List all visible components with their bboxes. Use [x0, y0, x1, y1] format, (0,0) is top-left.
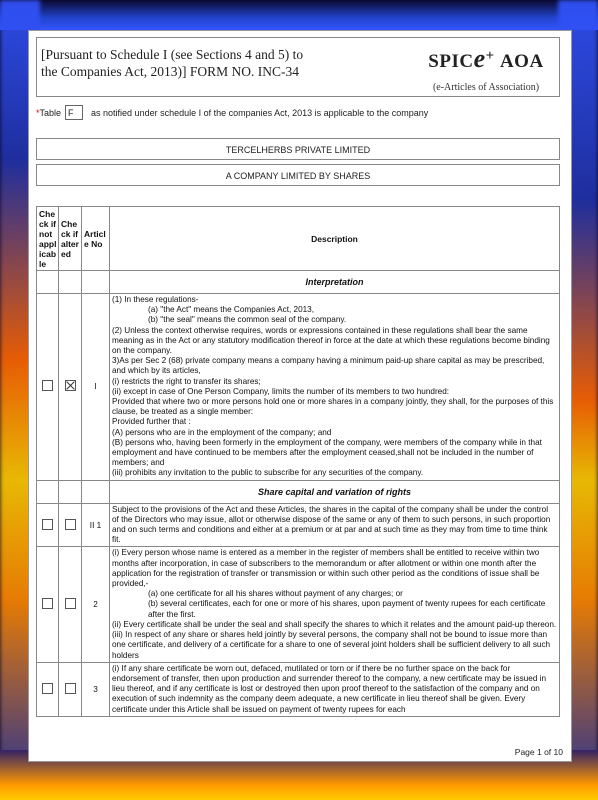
logo-suffix: AOA: [499, 51, 544, 72]
altered-checkbox[interactable]: [65, 380, 76, 391]
spice-aoa-logo: [421, 44, 551, 93]
altered-checkbox[interactable]: [65, 598, 76, 609]
description-line: (A) persons who are in the employment of the company; and: [112, 427, 332, 437]
logo-e: e: [473, 44, 486, 73]
table-row: [37, 662, 560, 716]
description-line: (i) Every person whose name is entered as a member in the register of members shall be entitled to receive within two months after incorporation, in case of subscribers to the memorandum or after allotment or within one month after the application for the registration of transfer or transmission or within such other period as the conditions of issue shall be provided,-: [112, 548, 540, 589]
section-row: [37, 271, 560, 294]
article-description: [110, 503, 560, 547]
table-row: [37, 547, 560, 662]
description-line: 3)As per Sec 2 (68) private company means a company having a minimum paid-up share capital as may be prescribed, and which by its articles,: [112, 356, 545, 376]
altered-checkbox[interactable]: [65, 519, 76, 530]
company-name-field: TERCELHERBS PRIVATE LIMITED: [36, 138, 560, 160]
logo-plus: +: [485, 48, 495, 64]
table-suffix: as notified under schedule I of the companies Act, 2013 is applicable to the company: [91, 107, 429, 118]
article-description: [110, 547, 560, 662]
table-row: [37, 503, 560, 547]
form-header: [36, 37, 560, 97]
document-page: [28, 30, 572, 762]
description-line: (i) If any share certificate be worn out, defaced, mutilated or torn or if there be no further space on the back for endorsement of transfer, then upon production and surrender thereof to the company, a new certificate may be issued in lieu thereof, and if any certificate is lost or destroyed then upon proof thereof to the satisfaction of the company and on execution of such indemnity as the company deem adequate, a new certificate in lieu thereof shall be given. Every certificate under this Article shall be issued on payment of twenty rupees for each: [112, 663, 547, 714]
description-line: Subject to the provisions of the Act and these Articles, the shares in the capital of the company shall be under the control of the Directors who may issue, allot or otherwise dispose of the same or any of them to such persons, in such proportion and on such terms and conditions and either at a premium or at par and at such time as they may from time to time think fit.: [112, 504, 551, 545]
section-row: [37, 480, 560, 503]
col-altered: Che ck if alter ed: [59, 207, 82, 271]
description-line: (iii) In respect of any share or shares held jointly by several persons, the company shall not be bound to issue more than one certificate, and delivery of a certificate for a share to one of several joint holders shall be sufficient delivery to all such holders: [112, 630, 551, 660]
table-row: [37, 294, 560, 481]
col-description: Description: [110, 207, 560, 271]
logo-subtitle: (e-Articles of Association): [432, 82, 540, 93]
description-line: (B) persons who, having been formerly in the employment of the company, were members of the company while in that employment and have continued to be members after the employment ceased,shall not be included in the number of members; and: [112, 437, 542, 468]
form-header-title: [41, 46, 341, 80]
article-number: I: [82, 294, 110, 481]
not-applicable-checkbox[interactable]: [42, 683, 53, 694]
description-line: Provided that where two or more persons hold one or more shares in a company jointly, they shall, for the purposes of this clause, be treated as a single member:: [112, 397, 554, 417]
article-number: 3: [82, 662, 110, 716]
section-title-interpretation: Interpretation: [110, 271, 560, 294]
required-asterisk: *: [36, 107, 40, 118]
not-applicable-checkbox[interactable]: [42, 519, 53, 530]
description-line: Provided further that :: [112, 417, 191, 427]
col-article-no: Articl e No: [82, 207, 110, 271]
col-not-applicable: Che ck if not appl icab le: [37, 207, 59, 271]
description-line: (b) "the seal" means the common seal of the company.: [148, 315, 347, 325]
altered-checkbox[interactable]: [65, 683, 76, 694]
logo-prefix: SPIC: [428, 51, 474, 72]
company-type-field: A COMPANY LIMITED BY SHARES: [36, 164, 560, 186]
description-line: (a) "the Act" means the Companies Act, 2013,: [148, 305, 315, 315]
article-description: [110, 662, 560, 716]
article-number: II 1: [82, 503, 110, 547]
description-line: (iii) prohibits any invitation to the public to subscribe for any securities of the company.: [112, 468, 424, 478]
article-description: [110, 294, 560, 481]
table-input[interactable]: F: [65, 105, 83, 120]
article-number: 2: [82, 547, 110, 662]
header-line-1: [Pursuant to Schedule I (see Sections 4 and 5) to: [41, 47, 304, 62]
background-top-glow: [0, 0, 598, 30]
not-applicable-checkbox[interactable]: [42, 598, 53, 609]
not-applicable-checkbox[interactable]: [42, 380, 53, 391]
description-line: (2) Unless the context otherwise requires, words or expressions contained in these regulations shall bear the same meaning as in the Act or any statutory modification thereof in force at the date at which these regulations become binding on the company.: [112, 325, 550, 356]
table-label: Table: [39, 107, 62, 118]
section-title-share-capital: Share capital and variation of rights: [110, 480, 560, 503]
table-applicability-line: [36, 105, 428, 120]
description-line: (b) several certificates, each for one or more of his shares, upon payment of twenty rupees for each certificate after the first.: [148, 599, 546, 619]
description-line: (a) one certificate for all his shares without payment of any charges; or: [148, 589, 403, 599]
description-line: (i) restricts the right to transfer its shares;: [112, 376, 261, 386]
table-header-row: [37, 207, 560, 271]
articles-table: [36, 206, 560, 717]
header-line-2: the Companies Act, 2013)] FORM NO. INC-34: [41, 64, 299, 79]
description-line: (1) In these regulations-: [112, 295, 199, 304]
page-number: Page 1 of 10: [514, 747, 563, 757]
description-line: (ii) except in case of One Person Company, limits the number of its members to two hundred:: [112, 386, 450, 396]
description-line: (ii) Every certificate shall be under the seal and shall specify the shares to which it relates and the amount paid-up thereon.: [112, 619, 557, 629]
